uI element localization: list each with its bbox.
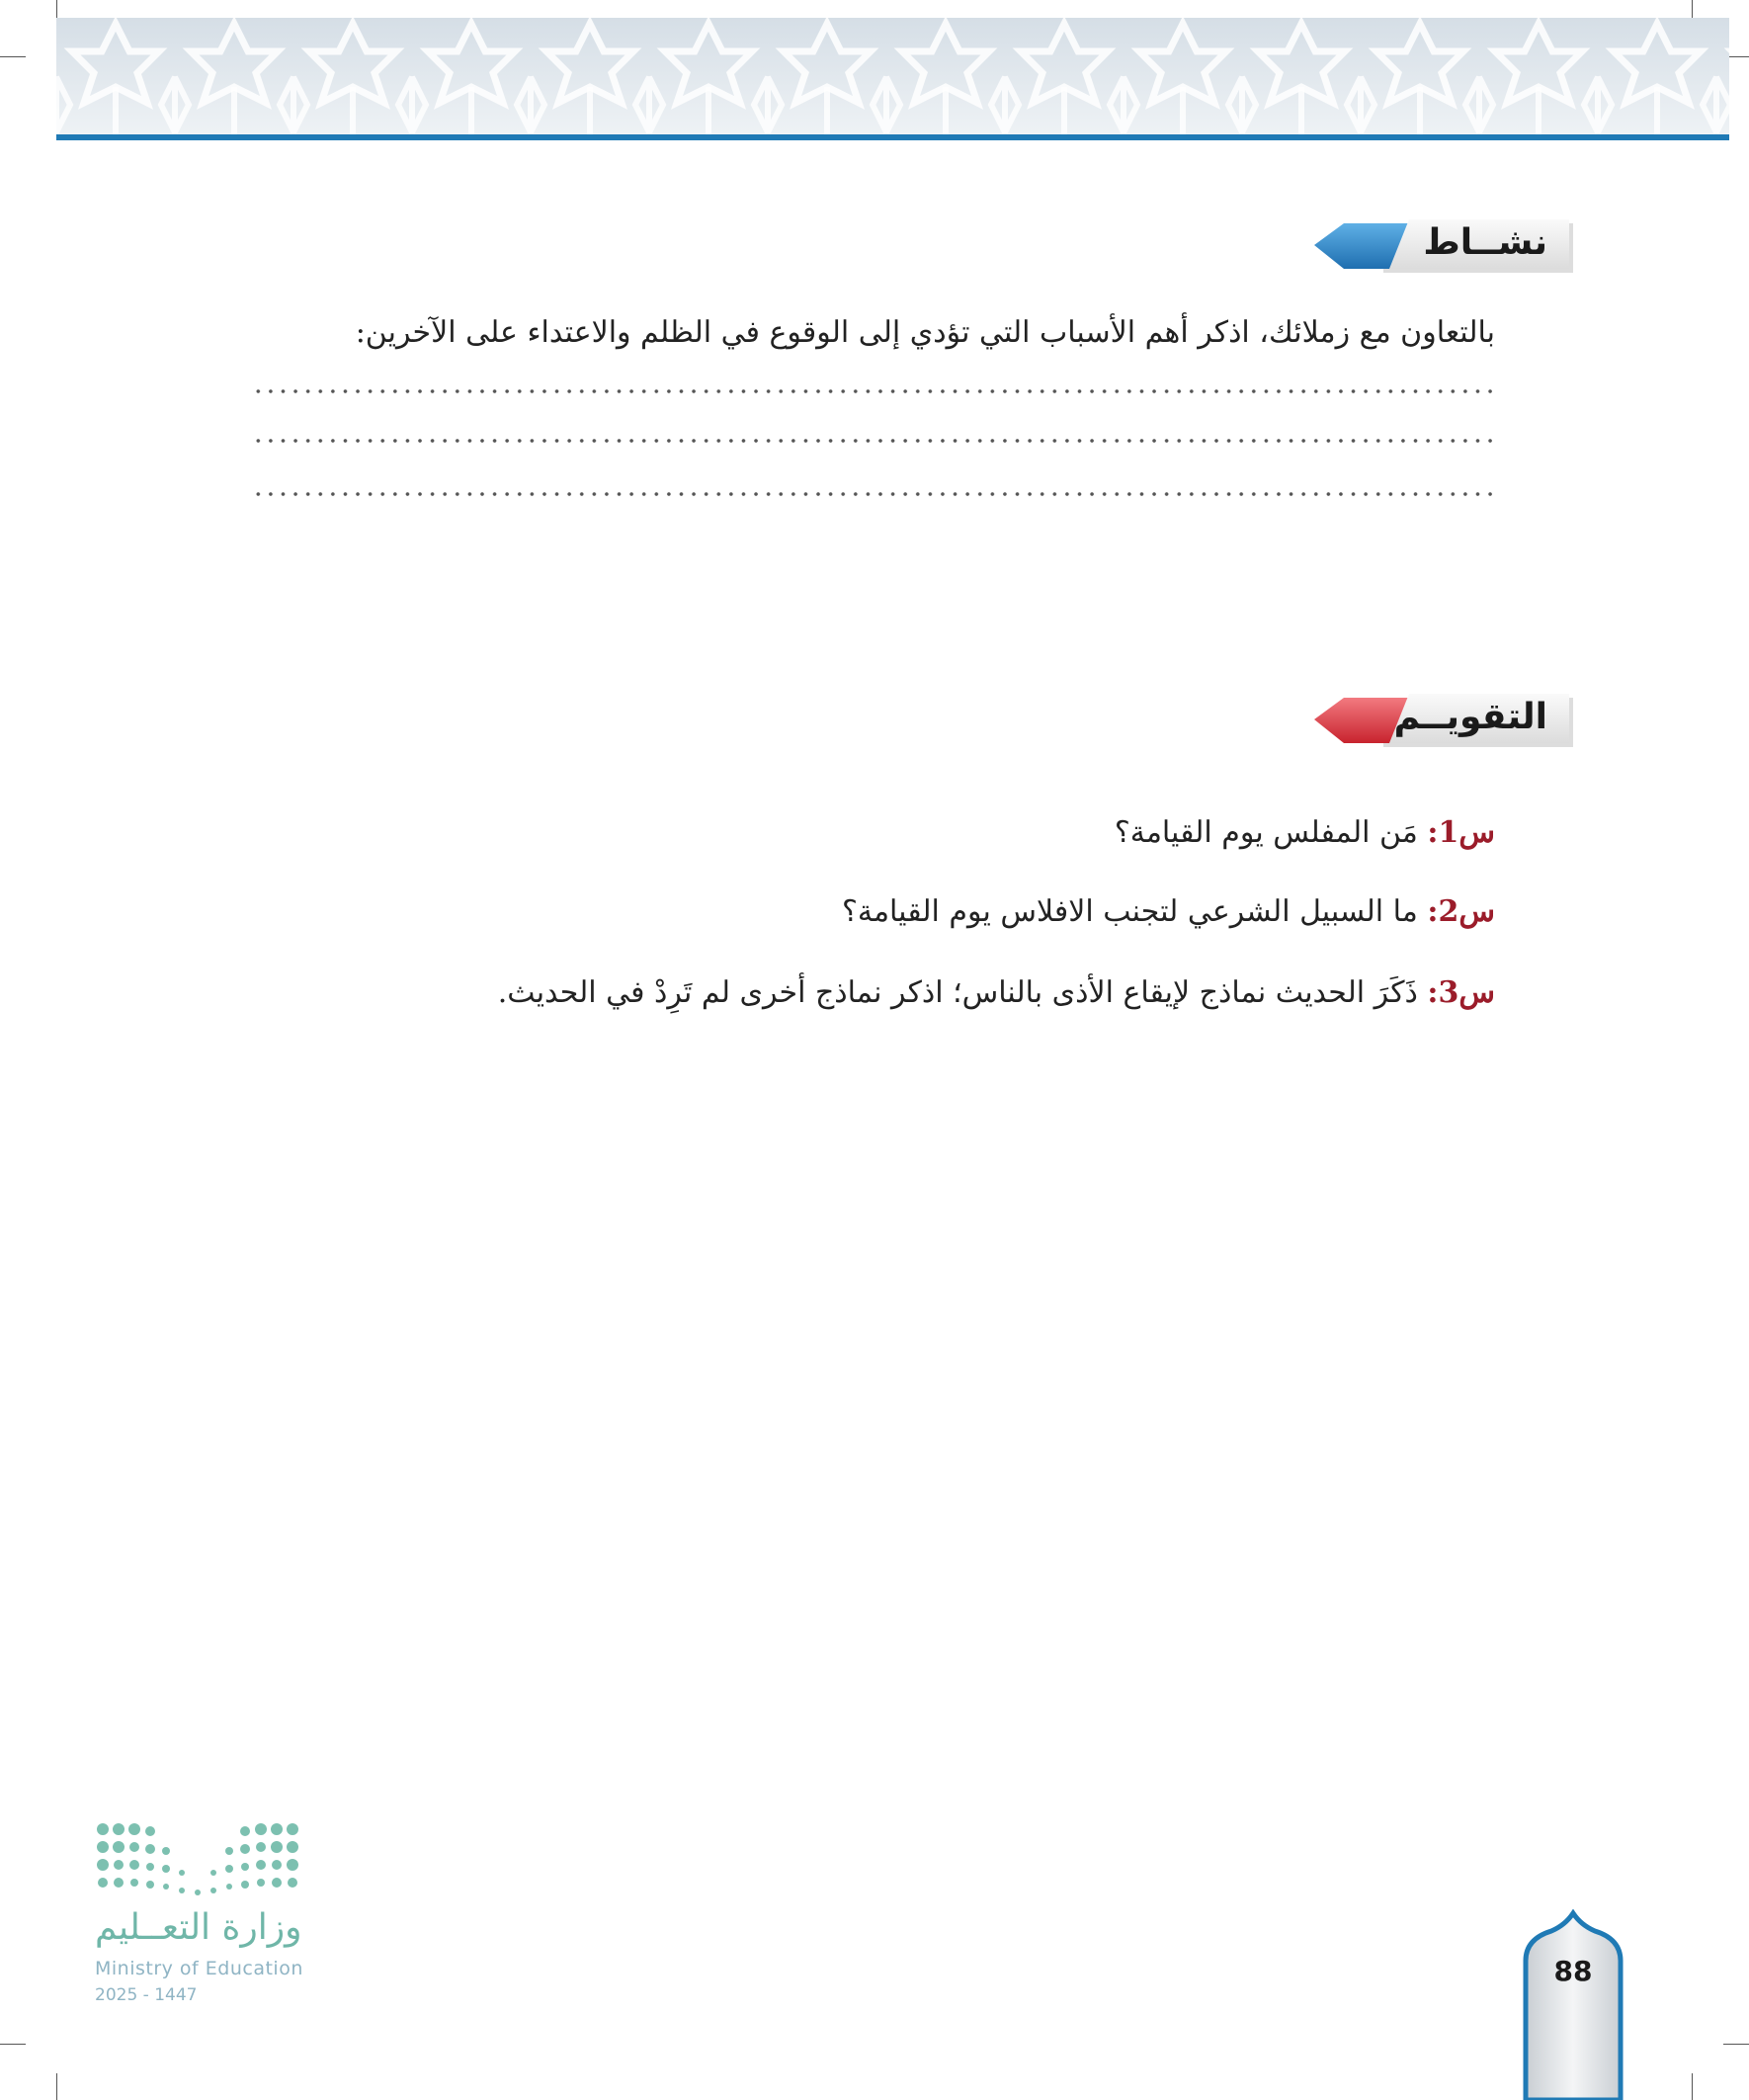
activity-section-tab — [1314, 217, 1573, 275]
question-text: ذَكَرَ الحديث نماذج لإيقاع الأذى بالناس؛ اذكر نماذج أخرى لم تَرِدْ في الحديث. — [497, 975, 1428, 1010]
question-number: س1: — [1427, 815, 1495, 850]
evaluation-section-tab — [1314, 692, 1573, 749]
question-number: س2: — [1427, 894, 1495, 929]
answer-line[interactable] — [252, 438, 1495, 444]
question-2 — [260, 887, 1495, 937]
crop-mark — [1723, 2044, 1749, 2045]
crop-mark — [56, 2073, 57, 2100]
crop-mark — [0, 2044, 26, 2045]
question-text: مَن المفلس يوم القيامة؟ — [1114, 815, 1428, 850]
crop-mark — [1692, 2073, 1693, 2100]
header-divider-line — [56, 134, 1729, 140]
activity-tab-label: نشــاط — [1423, 222, 1547, 263]
answer-line[interactable] — [252, 388, 1495, 394]
activity-prompt: بالتعاون مع زملائك، اذكر أهم الأسباب التي تؤدي إلى الوقوع في الظلم والاعتداء على الآخرين: — [355, 315, 1495, 350]
evaluation-tab-label: التقويــم — [1393, 697, 1547, 737]
academic-year: 2025 - 1447 — [95, 1985, 198, 2005]
question-3 — [260, 968, 1495, 1018]
answer-line[interactable] — [252, 491, 1495, 497]
page-number-arch — [1522, 1909, 1624, 2100]
question-number: س3: — [1427, 975, 1495, 1010]
crop-mark — [0, 56, 26, 57]
page-number: 88 — [1553, 1955, 1593, 1987]
question-text: ما السبيل الشرعي لتجنب الافلاس يوم القيامة؟ — [841, 894, 1428, 929]
ministry-name-english: Ministry of Education — [95, 1958, 303, 1979]
ministry-name-arabic: وزارة التعــليم — [95, 1907, 302, 1948]
header-pattern-band — [56, 18, 1729, 134]
question-1 — [260, 808, 1495, 858]
